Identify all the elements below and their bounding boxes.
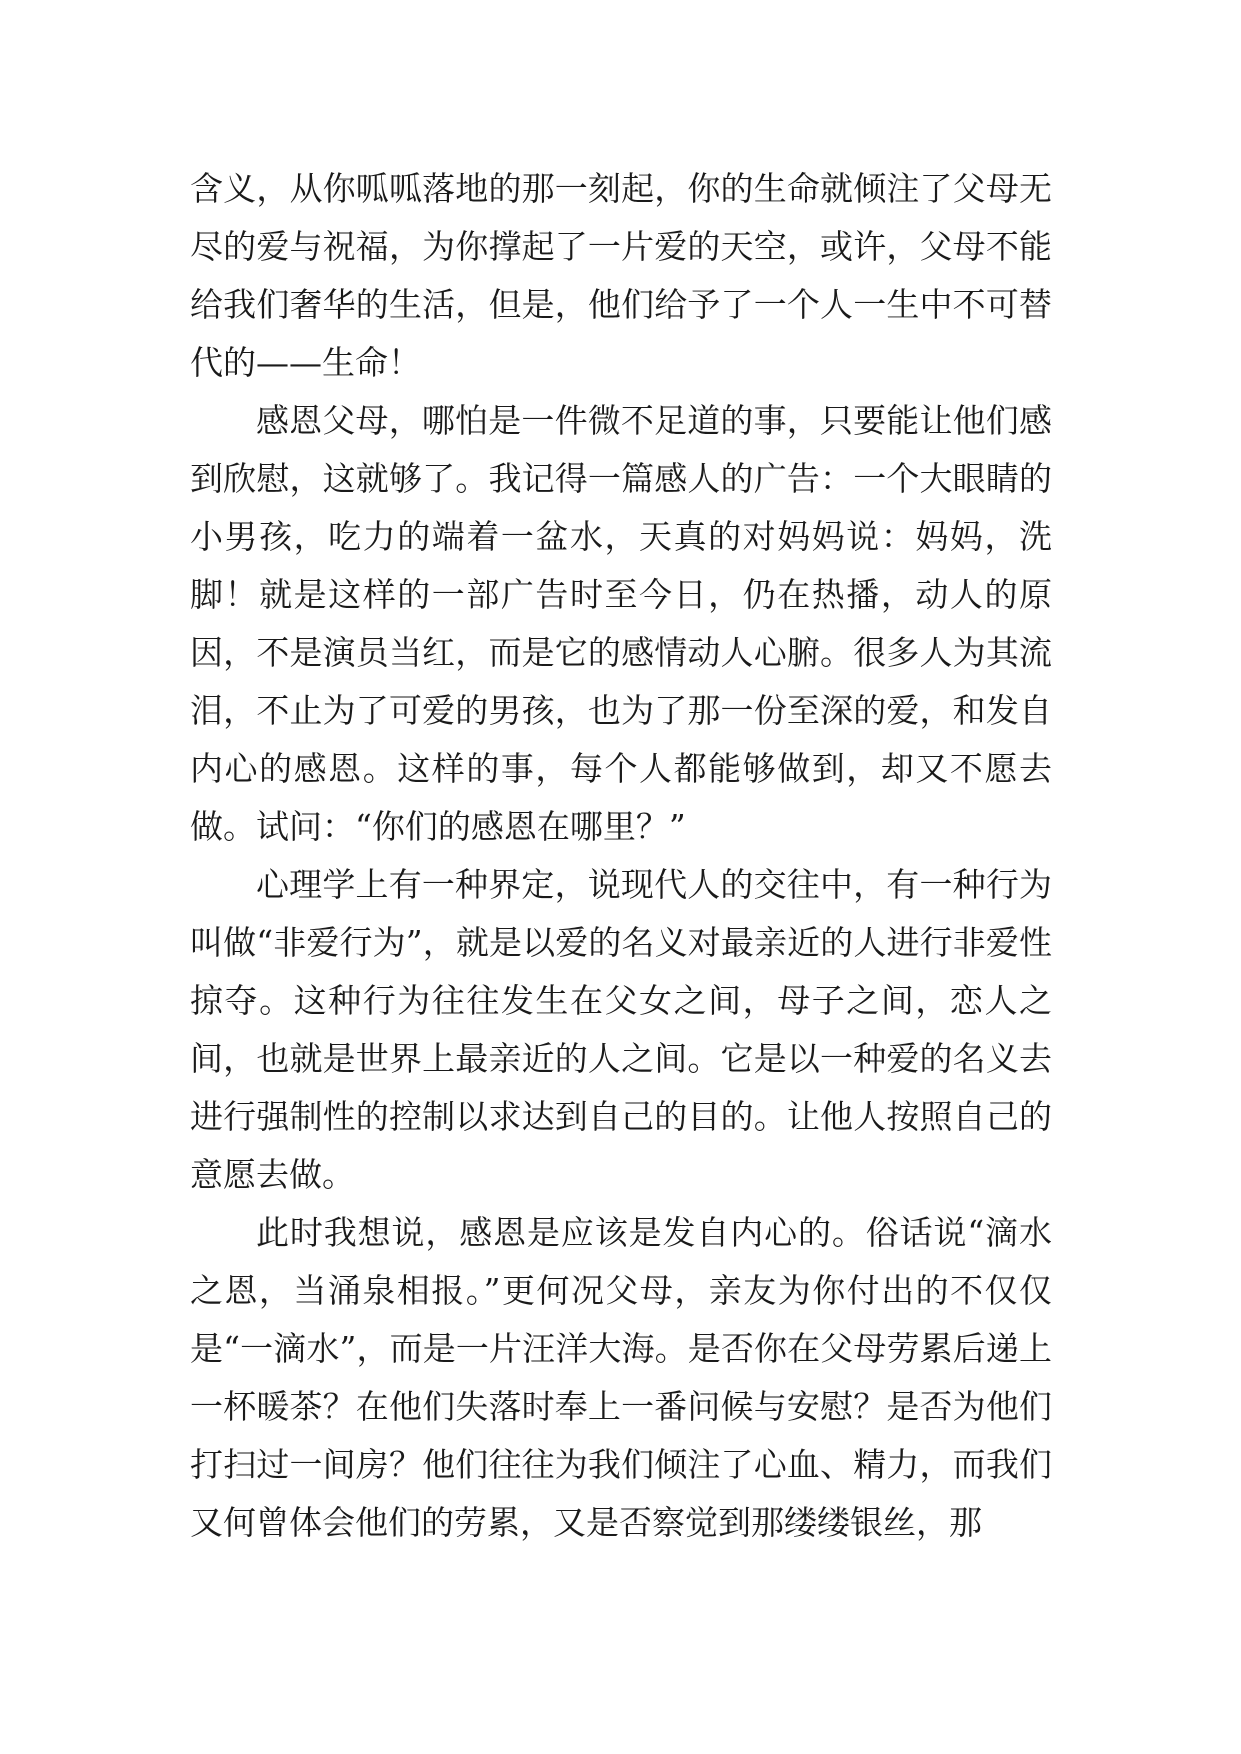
document-body <box>190 160 1052 1552</box>
paragraph-1: 含义，从你呱呱落地的那一刻起，你的生命就倾注了父母无尽的爱与祝福，为你撑起了一片爱的天空，或许，父母不能给我们奢华的生活，但是，他们给予了一个人一生中不可替代的——生命！ <box>190 169 1052 382</box>
paragraph-3: 心理学上有一种界定，说现代人的交往中，有一种行为叫做“非爱行为”，就是以爱的名义对最亲近的人进行非爱性掠夺。这种行为往往发生在父女之间，母子之间，恋人之间，也就是世界上最亲近的人之间。它是以一种爱的名义去进行强制性的控制以求达到自己的目的。让他人按照自己的意愿去做。 <box>190 865 1052 1194</box>
paragraph-2: 感恩父母，哪怕是一件微不足道的事，只要能让他们感到欣慰，这就够了。我记得一篇感人的广告：一个大眼睛的小男孩，吃力的端着一盆水，天真的对妈妈说：妈妈，洗脚！就是这样的一部广告时至今日，仍在热播，动人的原因，不是演员当红，而是它的感情动人心腑。很多人为其流泪，不止为了可爱的男孩，也为了那一份至深的爱，和发自内心的感恩。这样的事，每个人都能够做到，却又不愿去做。试问：“你们的感恩在哪里？” <box>190 401 1052 846</box>
paragraph-4: 此时我想说，感恩是应该是发自内心的。俗话说“滴水之恩，当涌泉相报。”更何况父母，亲友为你付出的不仅仅是“一滴水”，而是一片汪洋大海。是否你在父母劳累后递上一杯暖茶？在他们失落时奉上一番问候与安慰？是否为他们打扫过一间房？他们往往为我们倾注了心血、精力，而我们又何曾体会他们的劳累，又是否察觉到那缕缕银丝，那 <box>190 1213 1052 1542</box>
